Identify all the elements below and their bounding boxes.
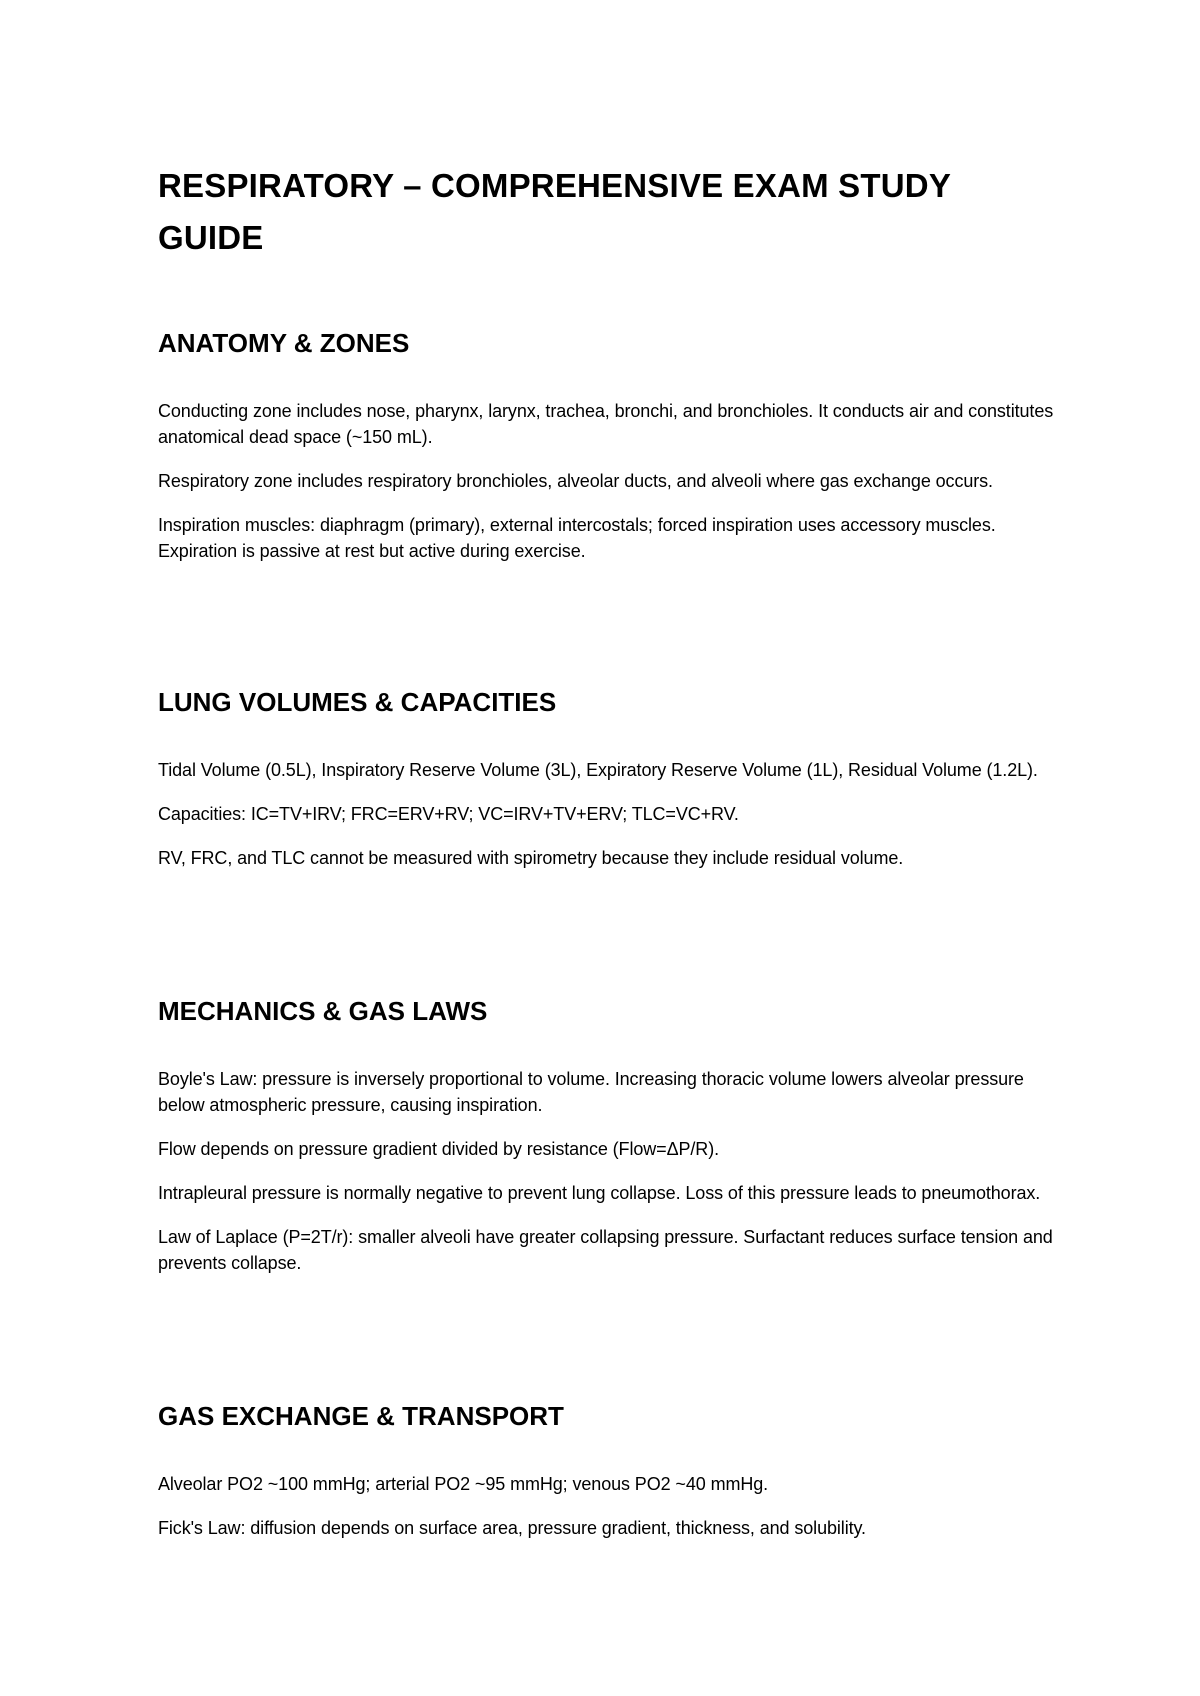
- paragraph: Law of Laplace (P=2T/r): smaller alveoli have greater collapsing pressure. Surfactant reduces surface tension and prevents collapse.: [158, 1227, 1053, 1273]
- section-heading: LUNG VOLUMES & CAPACITIES: [158, 687, 557, 717]
- paragraph: Alveolar PO2 ~100 mmHg; arterial PO2 ~95 mmHg; venous PO2 ~40 mmHg.: [158, 1474, 769, 1494]
- document-title: RESPIRATORY – COMPREHENSIVE EXAM STUDY GUIDE: [158, 167, 951, 256]
- paragraph: Intrapleural pressure is normally negative to prevent lung collapse. Loss of this pressure leads to pneumothorax.: [158, 1183, 1041, 1203]
- paragraph: Flow depends on pressure gradient divided by resistance (Flow=ΔP/R).: [158, 1139, 720, 1159]
- section-heading: GAS EXCHANGE & TRANSPORT: [158, 1401, 564, 1431]
- section-gas-exchange-transport: [158, 1401, 1058, 1559]
- section-anatomy-zones: [158, 328, 1058, 582]
- section-mechanics-gas-laws: [158, 996, 1058, 1294]
- paragraph: Tidal Volume (0.5L), Inspiratory Reserve Volume (3L), Expiratory Reserve Volume (1L), Residual Volume (1.2L).: [158, 760, 1038, 780]
- section-heading: ANATOMY & ZONES: [158, 328, 410, 358]
- section-heading: MECHANICS & GAS LAWS: [158, 996, 488, 1026]
- paragraph: Inspiration muscles: diaphragm (primary), external intercostals; forced inspiration uses accessory muscles. Expiration is passive at rest but active during exercise.: [158, 515, 996, 561]
- paragraph: Boyle's Law: pressure is inversely proportional to volume. Increasing thoracic volume lowers alveolar pressure below atmospheric pressure, causing inspiration.: [158, 1069, 1024, 1115]
- paragraph: Fick's Law: diffusion depends on surface area, pressure gradient, thickness, and solubility.: [158, 1518, 866, 1538]
- paragraph: Capacities: IC=TV+IRV; FRC=ERV+RV; VC=IRV+TV+ERV; TLC=VC+RV.: [158, 804, 739, 824]
- section-lung-volumes-capacities: [158, 687, 1058, 889]
- paragraph: RV, FRC, and TLC cannot be measured with spirometry because they include residual volume.: [158, 848, 904, 868]
- paragraph: Respiratory zone includes respiratory bronchioles, alveolar ducts, and alveoli where gas exchange occurs.: [158, 471, 993, 491]
- paragraph: Conducting zone includes nose, pharynx, larynx, trachea, bronchi, and bronchioles. It conducts air and constitutes anatomical dead space (~150 mL).: [158, 401, 1054, 447]
